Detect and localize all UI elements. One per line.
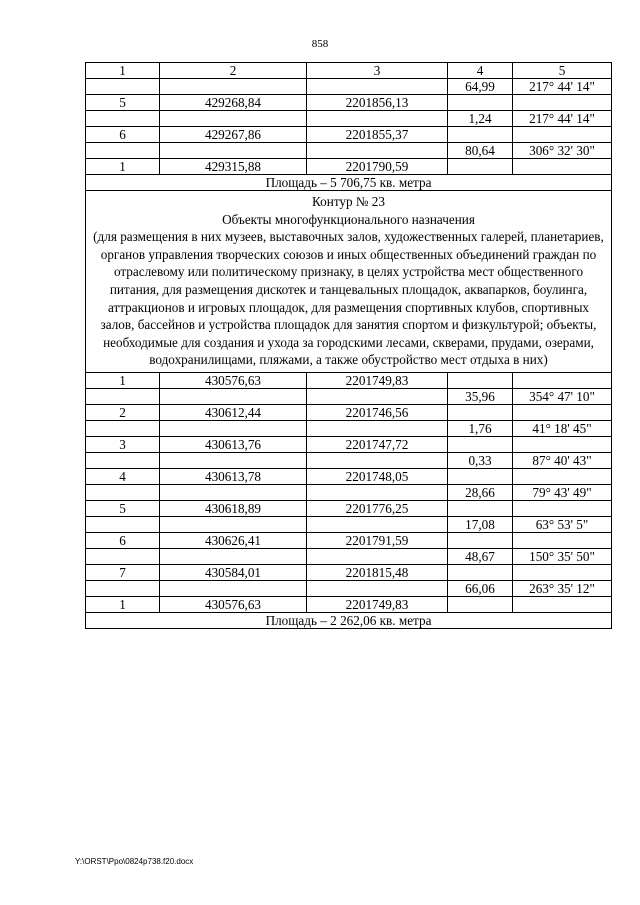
empty-cell: [513, 404, 612, 420]
empty-cell: [448, 436, 513, 452]
point-number-cell: 2: [86, 404, 160, 420]
empty-cell: [86, 548, 160, 564]
empty-cell: [513, 596, 612, 612]
y-coordinate-cell: 2201776,25: [307, 500, 448, 516]
direction-angle-cell: 217° 44' 14": [513, 79, 612, 95]
contour-heading: [86, 191, 612, 373]
point-row: [86, 596, 612, 612]
empty-cell: [307, 548, 448, 564]
empty-cell: [160, 111, 307, 127]
file-path-footer: Y:\ORST\Ppo\0824p738.f20.docx: [75, 857, 194, 866]
empty-cell: [307, 484, 448, 500]
point-row: [86, 564, 612, 580]
point-number-cell: 5: [86, 95, 160, 111]
empty-cell: [160, 484, 307, 500]
x-coordinate-cell: 429315,88: [160, 159, 307, 175]
contour-description: (для размещения в них музеев, выставочных залов, художественных галерей, планетариев, органов управления творческих союзов и иных общественных объединений граждан по отраслевому или политическому признаку, в целях устройства мест общественного питания, для размещения дискотек и танцевальных площадок, аквапарков, боулинга, аттракционов и игровых площадок, для размещения спортивных клубов, спортивных залов, бассейнов и устройства площадок для занятия спортом и физкультурой; объекты, необходимые для создания и ухода за городскими лесами, скверами, прудами, озерами, водохранилищами, пляжами, а также обустройство мест отдыха в них): [93, 229, 604, 368]
segment-row: [86, 580, 612, 596]
empty-cell: [160, 143, 307, 159]
area-total-row: [86, 612, 612, 628]
empty-cell: [513, 500, 612, 516]
point-row: [86, 372, 612, 388]
empty-cell: [307, 580, 448, 596]
point-number-cell: 1: [86, 159, 160, 175]
empty-cell: [86, 143, 160, 159]
coordinates-table: [85, 62, 612, 629]
segment-row: [86, 452, 612, 468]
direction-angle-cell: 263° 35' 12": [513, 580, 612, 596]
point-row: [86, 532, 612, 548]
empty-cell: [448, 127, 513, 143]
empty-cell: [448, 404, 513, 420]
empty-cell: [86, 484, 160, 500]
empty-cell: [307, 79, 448, 95]
y-coordinate-cell: 2201749,83: [307, 596, 448, 612]
y-coordinate-cell: 2201790,59: [307, 159, 448, 175]
empty-cell: [160, 548, 307, 564]
area-total: Площадь – 2 262,06 кв. метра: [86, 612, 612, 628]
point-number-cell: 4: [86, 468, 160, 484]
empty-cell: [448, 564, 513, 580]
empty-cell: [86, 580, 160, 596]
y-coordinate-cell: 2201791,59: [307, 532, 448, 548]
x-coordinate-cell: 429267,86: [160, 127, 307, 143]
contour-subtitle: Объекты многофункционального назначения: [222, 211, 475, 227]
empty-cell: [307, 143, 448, 159]
y-coordinate-cell: 2201855,37: [307, 127, 448, 143]
segment-length-cell: 28,66: [448, 484, 513, 500]
segment-row: [86, 484, 612, 500]
y-coordinate-cell: 2201856,13: [307, 95, 448, 111]
empty-cell: [513, 468, 612, 484]
segment-row: [86, 143, 612, 159]
empty-cell: [160, 580, 307, 596]
empty-cell: [86, 111, 160, 127]
point-row: [86, 95, 612, 111]
point-number-cell: 1: [86, 596, 160, 612]
area-total-row: [86, 175, 612, 191]
empty-cell: [160, 79, 307, 95]
header-cell: 3: [307, 63, 448, 79]
point-number-cell: 5: [86, 500, 160, 516]
segment-length-cell: 17,08: [448, 516, 513, 532]
empty-cell: [513, 436, 612, 452]
segment-row: [86, 388, 612, 404]
empty-cell: [448, 95, 513, 111]
y-coordinate-cell: 2201746,56: [307, 404, 448, 420]
direction-angle-cell: 87° 40' 43": [513, 452, 612, 468]
empty-cell: [448, 159, 513, 175]
segment-row: [86, 516, 612, 532]
empty-cell: [160, 516, 307, 532]
empty-cell: [513, 95, 612, 111]
x-coordinate-cell: 430613,78: [160, 468, 307, 484]
point-number-cell: 6: [86, 532, 160, 548]
point-row: [86, 436, 612, 452]
point-number-cell: 6: [86, 127, 160, 143]
direction-angle-cell: 63° 53' 5": [513, 516, 612, 532]
point-row: [86, 159, 612, 175]
segment-length-cell: 0,33: [448, 452, 513, 468]
x-coordinate-cell: 430626,41: [160, 532, 307, 548]
empty-cell: [307, 452, 448, 468]
header-cell: 1: [86, 63, 160, 79]
empty-cell: [86, 452, 160, 468]
empty-cell: [448, 468, 513, 484]
empty-cell: [307, 111, 448, 127]
segment-length-cell: 1,76: [448, 420, 513, 436]
point-row: [86, 404, 612, 420]
empty-cell: [448, 372, 513, 388]
segment-row: [86, 420, 612, 436]
point-number-cell: 3: [86, 436, 160, 452]
segment-length-cell: 48,67: [448, 548, 513, 564]
x-coordinate-cell: 430618,89: [160, 500, 307, 516]
empty-cell: [160, 388, 307, 404]
direction-angle-cell: 79° 43' 49": [513, 484, 612, 500]
x-coordinate-cell: 430613,76: [160, 436, 307, 452]
header-cell: 2: [160, 63, 307, 79]
table-header-row: [86, 63, 612, 79]
empty-cell: [513, 532, 612, 548]
contour-title: Контур № 23: [312, 194, 385, 209]
empty-cell: [307, 420, 448, 436]
x-coordinate-cell: 430612,44: [160, 404, 307, 420]
segment-row: [86, 111, 612, 127]
empty-cell: [513, 159, 612, 175]
point-row: [86, 468, 612, 484]
segment-length-cell: 1,24: [448, 111, 513, 127]
segment-length-cell: 35,96: [448, 388, 513, 404]
y-coordinate-cell: 2201749,83: [307, 372, 448, 388]
area-total: Площадь – 5 706,75 кв. метра: [86, 175, 612, 191]
contour-heading-row: [86, 191, 612, 373]
header-cell: 4: [448, 63, 513, 79]
direction-angle-cell: 41° 18' 45": [513, 420, 612, 436]
segment-length-cell: 64,99: [448, 79, 513, 95]
direction-angle-cell: 306° 32' 30": [513, 143, 612, 159]
empty-cell: [86, 420, 160, 436]
empty-cell: [513, 127, 612, 143]
segment-row: [86, 79, 612, 95]
empty-cell: [307, 388, 448, 404]
empty-cell: [86, 516, 160, 532]
x-coordinate-cell: 430576,63: [160, 372, 307, 388]
point-number-cell: 1: [86, 372, 160, 388]
segment-length-cell: 80,64: [448, 143, 513, 159]
y-coordinate-cell: 2201747,72: [307, 436, 448, 452]
y-coordinate-cell: 2201748,05: [307, 468, 448, 484]
segment-row: [86, 548, 612, 564]
page-number: 858: [311, 38, 329, 50]
empty-cell: [86, 388, 160, 404]
direction-angle-cell: 217° 44' 14": [513, 111, 612, 127]
empty-cell: [307, 516, 448, 532]
point-number-cell: 7: [86, 564, 160, 580]
empty-cell: [160, 452, 307, 468]
x-coordinate-cell: 429268,84: [160, 95, 307, 111]
segment-length-cell: 66,06: [448, 580, 513, 596]
y-coordinate-cell: 2201815,48: [307, 564, 448, 580]
direction-angle-cell: 354° 47' 10": [513, 388, 612, 404]
empty-cell: [448, 596, 513, 612]
point-row: [86, 127, 612, 143]
empty-cell: [160, 420, 307, 436]
empty-cell: [86, 79, 160, 95]
empty-cell: [513, 372, 612, 388]
x-coordinate-cell: 430584,01: [160, 564, 307, 580]
header-cell: 5: [513, 63, 612, 79]
x-coordinate-cell: 430576,63: [160, 596, 307, 612]
point-row: [86, 500, 612, 516]
empty-cell: [448, 532, 513, 548]
direction-angle-cell: 150° 35' 50": [513, 548, 612, 564]
empty-cell: [448, 500, 513, 516]
empty-cell: [513, 564, 612, 580]
